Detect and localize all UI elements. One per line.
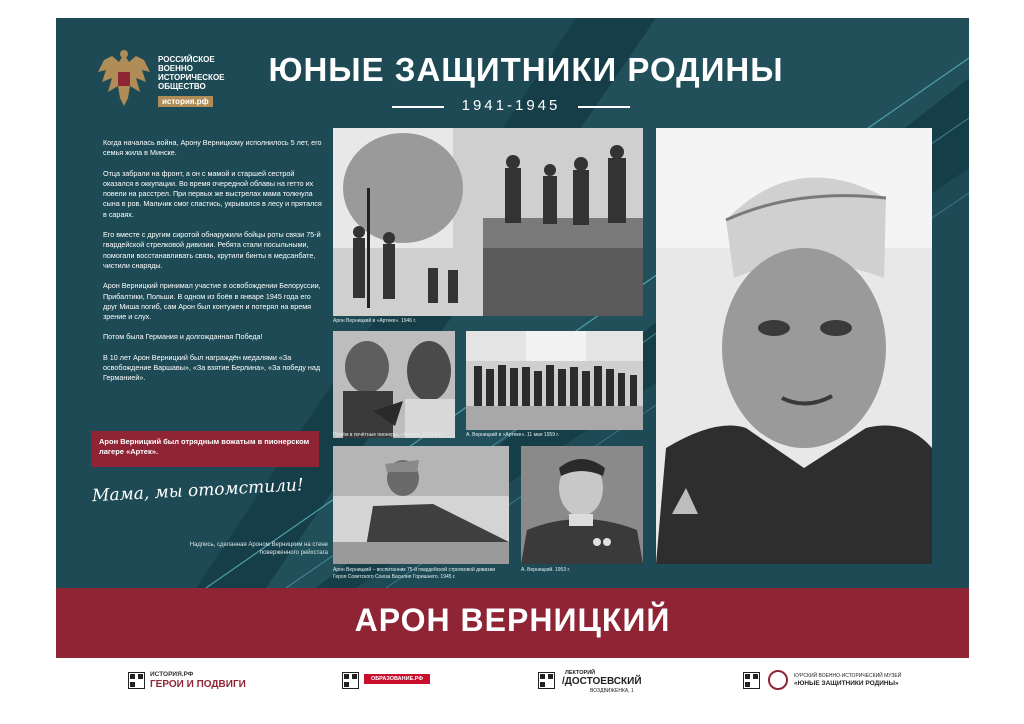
org-line-2: ВОЕННО (158, 64, 193, 73)
org-line-3: ИСТОРИЧЕСКОЕ (158, 73, 225, 82)
org-line-4: ОБЩЕСТВО (158, 82, 206, 91)
caption-artek: Арон Верницкий в «Артеке». 1946 г. (333, 318, 417, 324)
footer-item2: ОБРАЗОВАНИЕ.РФ (364, 674, 430, 684)
photo-artek-stage (333, 128, 643, 316)
story-paragraph: Отца забрали на фронт, а он с мамой и старшей сестрой оказался в оккупации. Во время очередной облавы на гетто их повели на расстрел. При первых же выстрелах мама толкнула сына в ров. Мальчик смог спастись, укрывался в лесу и прятался в сараях. (103, 168, 322, 219)
handwritten-quote: Мама, мы отомстили! (91, 475, 305, 507)
page-title: ЮНЫЕ ЗАЩИТНИКИ РОДИНЫ (268, 51, 784, 88)
qr-code-icon (743, 672, 760, 689)
footer-item3-sub: ВОЗДВИЖЕНКА, 1 (590, 688, 634, 694)
photo-pupil (333, 446, 509, 564)
photo-pioneers (333, 331, 455, 438)
footer-partners (0, 662, 1024, 702)
footer-item3-top: ЛЕКТОРИЙ (565, 670, 596, 676)
photo-portrait-1953 (521, 446, 643, 564)
eagle-emblem-icon (94, 48, 154, 112)
photo-main-portrait (656, 128, 932, 564)
qr-code-icon (128, 672, 145, 689)
quote-caption: Надпись, сделанная Ароном Верницким на стене поверженного рейхстага (189, 542, 328, 556)
site-badge: история.рф (158, 96, 213, 107)
org-line-1: РОССИЙСКОЕ (158, 55, 215, 64)
footer-item3-main: /ДОСТОЕВСКИЙ (562, 676, 642, 687)
footer-item1-main: ГЕРОИ И ПОДВИГИ (150, 679, 246, 690)
story-paragraph: Его вместе с другим сиротой обнаружили бойцы роты связи 75-й гвардейской стрелковой дивизии. Ребята стали посыльными, помогали восстанавливать связь, крутили бинты в медсанбате, чистили снаряды. (103, 230, 321, 270)
story-paragraph: Потом была Германия и долгожданная Победа! (103, 332, 263, 342)
story-paragraph: Арон Верницкий принимал участие в освобождении Белоруссии, Прибалтики, Польши. В одном из боёв в январе 1945 года его друг Миша погиб, сам Арон был контужен и потерял на время зрение и слух. (103, 281, 321, 322)
caption-pioneers: Приём в почётные пионеры, «Артек», 1970-е гг. (333, 432, 444, 438)
artek-callout: Арон Верницкий был отрядным вожатым в пионерском лагере «Артек». (91, 431, 319, 467)
story-text (103, 138, 323, 394)
hero-name: АРОН ВЕРНИЦКИЙ (354, 602, 671, 638)
years-subtitle: 1941-1945 (386, 97, 636, 114)
caption-lineup: А. Верницкий в «Артеке». 11 мая 1959 г. (466, 432, 560, 438)
story-paragraph: Когда началась война, Арону Верницкому исполнилось 5 лет, его семья жила в Минске. (103, 138, 322, 158)
poster (56, 18, 969, 658)
photo-lineup (466, 331, 643, 430)
caption-portrait: А. Верницкий. 1953 г. (521, 567, 571, 573)
qr-code-icon (342, 672, 359, 689)
footer-item4-top: КУРСКИЙ ВОЕННО-ИСТОРИЧЕСКИЙ МУЗЕЙ (794, 673, 902, 679)
org-name (158, 55, 225, 91)
caption-pupil: Арон Верницкий – воспитанник 75-й гвардейской стрелковой дивизии Героя Советского Союза Василия Горишнего. 1945 г. (333, 567, 496, 580)
footer-item4-main: «ЮНЫЕ ЗАЩИТНИКИ РОДИНЫ» (794, 680, 899, 687)
museum-emblem-icon (768, 670, 788, 690)
footer-item1-top: ИСТОРИЯ.РФ (150, 671, 194, 678)
qr-code-icon (538, 672, 555, 689)
story-paragraph: В 10 лет Арон Верницкий был награждён медалями «За освобождение Варшавы», «За взятие Берлина», «За победу над Германией». (103, 352, 321, 383)
